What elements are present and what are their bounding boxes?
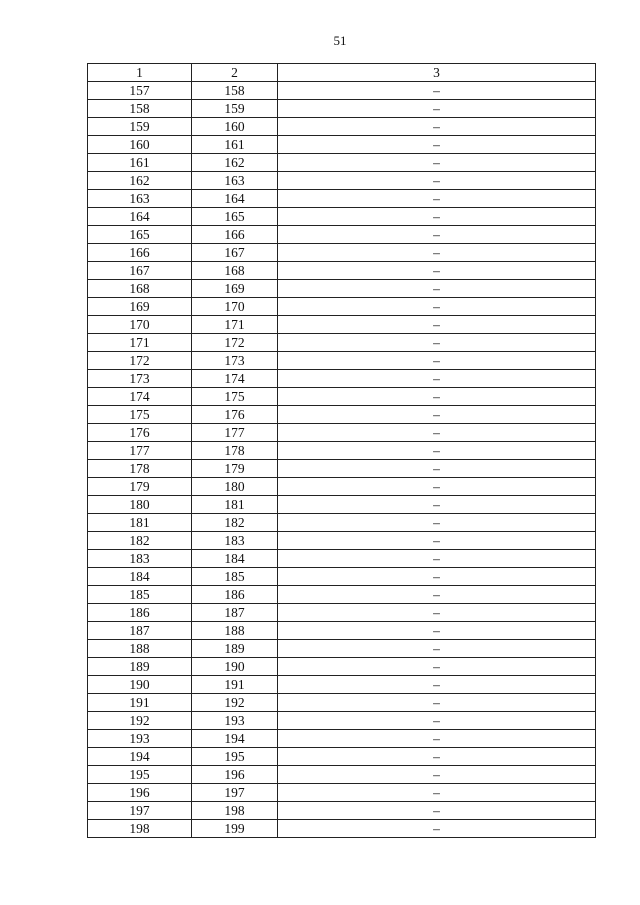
table-cell-col-2: 187 [192,604,278,622]
table-cell-col-1: 174 [88,388,192,406]
table-cell-col-2: 176 [192,406,278,424]
table-cell-col-1: 187 [88,622,192,640]
table-cell-col-2: 186 [192,586,278,604]
table-cell-col-1: 164 [88,208,192,226]
table-cell-col-2: 197 [192,784,278,802]
table-cell-col-1: 196 [88,784,192,802]
table-cell-col-2: 171 [192,316,278,334]
table-cell-col-2: 188 [192,622,278,640]
table-cell-col-2: 195 [192,748,278,766]
table-row [88,262,596,280]
table-cell-col-1: 176 [88,424,192,442]
table-cell-col-2: 179 [192,460,278,478]
table-cell-col-3: – [278,298,596,316]
table-cell-col-2: 163 [192,172,278,190]
table-cell-col-1: 180 [88,496,192,514]
table-cell-col-1: 175 [88,406,192,424]
table-cell-col-2: 199 [192,820,278,838]
table-cell-col-1: 198 [88,820,192,838]
table-cell-col-3: – [278,208,596,226]
table-row [88,388,596,406]
table-cell-col-2: 168 [192,262,278,280]
table-row [88,442,596,460]
table-cell-col-1: 192 [88,712,192,730]
table-row [88,604,596,622]
table-cell-col-1: 189 [88,658,192,676]
table-cell-col-1: 160 [88,136,192,154]
table-cell-col-2: 159 [192,100,278,118]
table-row [88,370,596,388]
table-cell-col-2: 162 [192,154,278,172]
table-cell-col-1: 158 [88,100,192,118]
table-cell-col-2: 165 [192,208,278,226]
table-row [88,478,596,496]
table-row [88,424,596,442]
table-cell-col-3: – [278,352,596,370]
table-cell-col-3: – [278,676,596,694]
table-cell-col-1: 179 [88,478,192,496]
table-cell-col-1: 190 [88,676,192,694]
table-cell-col-1: 165 [88,226,192,244]
table-cell-col-3: – [278,532,596,550]
table-row [88,460,596,478]
table-cell-col-3: – [278,424,596,442]
page-number: 51 [333,33,347,48]
table-cell-col-3: – [278,784,596,802]
table-cell-col-2: 161 [192,136,278,154]
table-row [88,568,596,586]
table-row [88,82,596,100]
table-cell-col-1: 188 [88,640,192,658]
table-cell-col-2: 194 [192,730,278,748]
table-cell-col-1: 191 [88,694,192,712]
table-cell-col-1: 170 [88,316,192,334]
table-row [88,802,596,820]
column-header-2: 2 [192,64,278,82]
table-cell-col-2: 184 [192,550,278,568]
table-cell-col-1: 181 [88,514,192,532]
table-cell-col-1: 169 [88,298,192,316]
table-cell-col-2: 196 [192,766,278,784]
table-cell-col-1: 166 [88,244,192,262]
table-cell-col-2: 198 [192,802,278,820]
table-cell-col-1: 171 [88,334,192,352]
table-cell-col-1: 182 [88,532,192,550]
table-cell-col-3: – [278,316,596,334]
table-cell-col-2: 189 [192,640,278,658]
table-row [88,280,596,298]
table-row [88,532,596,550]
table-cell-col-3: – [278,172,596,190]
table-cell-col-1: 194 [88,748,192,766]
table-cell-col-3: – [278,406,596,424]
table-cell-col-2: 185 [192,568,278,586]
table-row [88,496,596,514]
table-cell-col-1: 167 [88,262,192,280]
table-row [88,334,596,352]
table-cell-col-3: – [278,136,596,154]
table-row [88,136,596,154]
table-cell-col-2: 193 [192,712,278,730]
table-row [88,514,596,532]
table-cell-col-3: – [278,82,596,100]
table-cell-col-2: 160 [192,118,278,136]
table-cell-col-2: 174 [192,370,278,388]
table-row [88,730,596,748]
table-cell-col-3: – [278,514,596,532]
table-cell-col-3: – [278,154,596,172]
table-cell-col-3: – [278,712,596,730]
table-cell-col-3: – [278,334,596,352]
table-row [88,766,596,784]
table-cell-col-2: 170 [192,298,278,316]
table-cell-col-3: – [278,658,596,676]
table-cell-col-1: 163 [88,190,192,208]
table-cell-col-3: – [278,550,596,568]
table-row [88,316,596,334]
data-table [87,63,596,838]
table-row [88,820,596,838]
table-cell-col-3: – [278,388,596,406]
table-cell-col-3: – [278,820,596,838]
table-row [88,622,596,640]
table-cell-col-1: 185 [88,586,192,604]
table-cell-col-2: 183 [192,532,278,550]
table-cell-col-3: – [278,262,596,280]
table-cell-col-1: 186 [88,604,192,622]
table-cell-col-2: 175 [192,388,278,406]
table-cell-col-3: – [278,244,596,262]
table-row [88,100,596,118]
table-cell-col-1: 195 [88,766,192,784]
table-row [88,694,596,712]
table-row [88,586,596,604]
table-cell-col-1: 172 [88,352,192,370]
table-cell-col-1: 173 [88,370,192,388]
table-cell-col-3: – [278,370,596,388]
table-cell-col-2: 158 [192,82,278,100]
table-cell-col-3: – [278,802,596,820]
table-body [88,82,596,838]
table-cell-col-2: 190 [192,658,278,676]
table-row [88,352,596,370]
table-cell-col-3: – [278,694,596,712]
table-cell-col-3: – [278,190,596,208]
table-cell-col-1: 157 [88,82,192,100]
table-cell-col-1: 183 [88,550,192,568]
table-cell-col-2: 173 [192,352,278,370]
table-cell-col-3: – [278,640,596,658]
table-cell-col-3: – [278,100,596,118]
table-cell-col-2: 166 [192,226,278,244]
table-cell-col-1: 162 [88,172,192,190]
table-row [88,118,596,136]
table-cell-col-1: 159 [88,118,192,136]
table-cell-col-2: 182 [192,514,278,532]
table-cell-col-3: – [278,586,596,604]
table-cell-col-2: 178 [192,442,278,460]
table-cell-col-2: 177 [192,424,278,442]
table-row [88,172,596,190]
table-row [88,712,596,730]
column-header-3: 3 [278,64,596,82]
table-cell-col-2: 164 [192,190,278,208]
table-cell-col-2: 172 [192,334,278,352]
table-cell-col-3: – [278,748,596,766]
table-row [88,154,596,172]
table-row [88,784,596,802]
table-cell-col-1: 177 [88,442,192,460]
table-cell-col-2: 192 [192,694,278,712]
table-header-row [88,64,596,82]
table-row [88,748,596,766]
table-cell-col-3: – [278,496,596,514]
table-cell-col-1: 184 [88,568,192,586]
table-cell-col-2: 181 [192,496,278,514]
table-cell-col-1: 168 [88,280,192,298]
table-cell-col-3: – [278,280,596,298]
table-cell-col-3: – [278,604,596,622]
column-header-1: 1 [88,64,192,82]
table-row [88,676,596,694]
table-cell-col-3: – [278,226,596,244]
table-cell-col-3: – [278,460,596,478]
table-cell-col-3: – [278,478,596,496]
table-cell-col-2: 167 [192,244,278,262]
table-cell-col-3: – [278,442,596,460]
table-cell-col-3: – [278,766,596,784]
table-cell-col-1: 197 [88,802,192,820]
table-row [88,298,596,316]
table-row [88,640,596,658]
table-row [88,190,596,208]
table-row [88,226,596,244]
table-cell-col-3: – [278,118,596,136]
table-cell-col-3: – [278,622,596,640]
table-row [88,550,596,568]
table-row [88,658,596,676]
table-cell-col-1: 193 [88,730,192,748]
table-row [88,208,596,226]
table-cell-col-2: 180 [192,478,278,496]
table-cell-col-1: 161 [88,154,192,172]
table-cell-col-2: 169 [192,280,278,298]
table-cell-col-3: – [278,730,596,748]
table-row [88,406,596,424]
table-row [88,244,596,262]
table-cell-col-2: 191 [192,676,278,694]
table-cell-col-1: 178 [88,460,192,478]
table-cell-col-3: – [278,568,596,586]
